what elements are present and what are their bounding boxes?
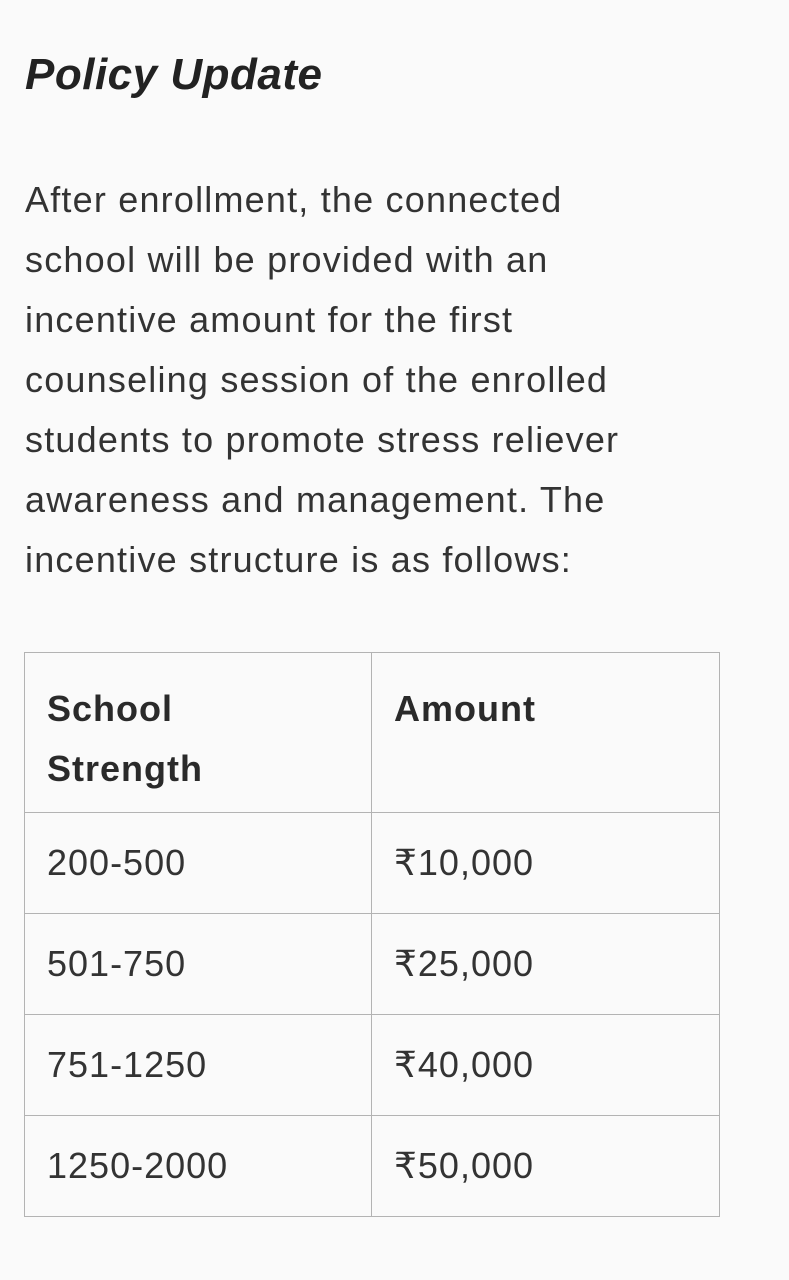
table-row bbox=[25, 813, 720, 914]
strength-cell: 200-500 bbox=[25, 813, 372, 914]
paragraph-line: counseling session of the enrolled bbox=[25, 359, 609, 400]
table-row bbox=[25, 1015, 720, 1116]
strength-cell: 501-750 bbox=[25, 914, 372, 1015]
paragraph-line: incentive amount for the first bbox=[25, 299, 514, 340]
header-school-strength-line2: Strength bbox=[47, 748, 203, 789]
policy-paragraph bbox=[25, 170, 725, 590]
amount-cell: ₹50,000 bbox=[372, 1116, 720, 1217]
header-school-strength-line1: School bbox=[47, 688, 174, 729]
page-title: Policy Update bbox=[25, 50, 323, 99]
paragraph-line: After enrollment, the connected bbox=[25, 179, 563, 220]
amount-cell: ₹10,000 bbox=[372, 813, 720, 914]
amount-cell: ₹25,000 bbox=[372, 914, 720, 1015]
paragraph-line: students to promote stress reliever bbox=[25, 419, 620, 460]
table-header-row bbox=[25, 653, 720, 813]
header-amount: Amount bbox=[372, 653, 720, 813]
paragraph-line: incentive structure is as follows: bbox=[25, 539, 572, 580]
strength-cell: 751-1250 bbox=[25, 1015, 372, 1116]
paragraph-line: school will be provided with an bbox=[25, 239, 549, 280]
amount-cell: ₹40,000 bbox=[372, 1015, 720, 1116]
table-row bbox=[25, 914, 720, 1015]
paragraph-line: awareness and management. The bbox=[25, 479, 606, 520]
incentive-table bbox=[24, 652, 720, 1217]
header-school-strength bbox=[25, 653, 372, 813]
table-row bbox=[25, 1116, 720, 1217]
strength-cell: 1250-2000 bbox=[25, 1116, 372, 1217]
